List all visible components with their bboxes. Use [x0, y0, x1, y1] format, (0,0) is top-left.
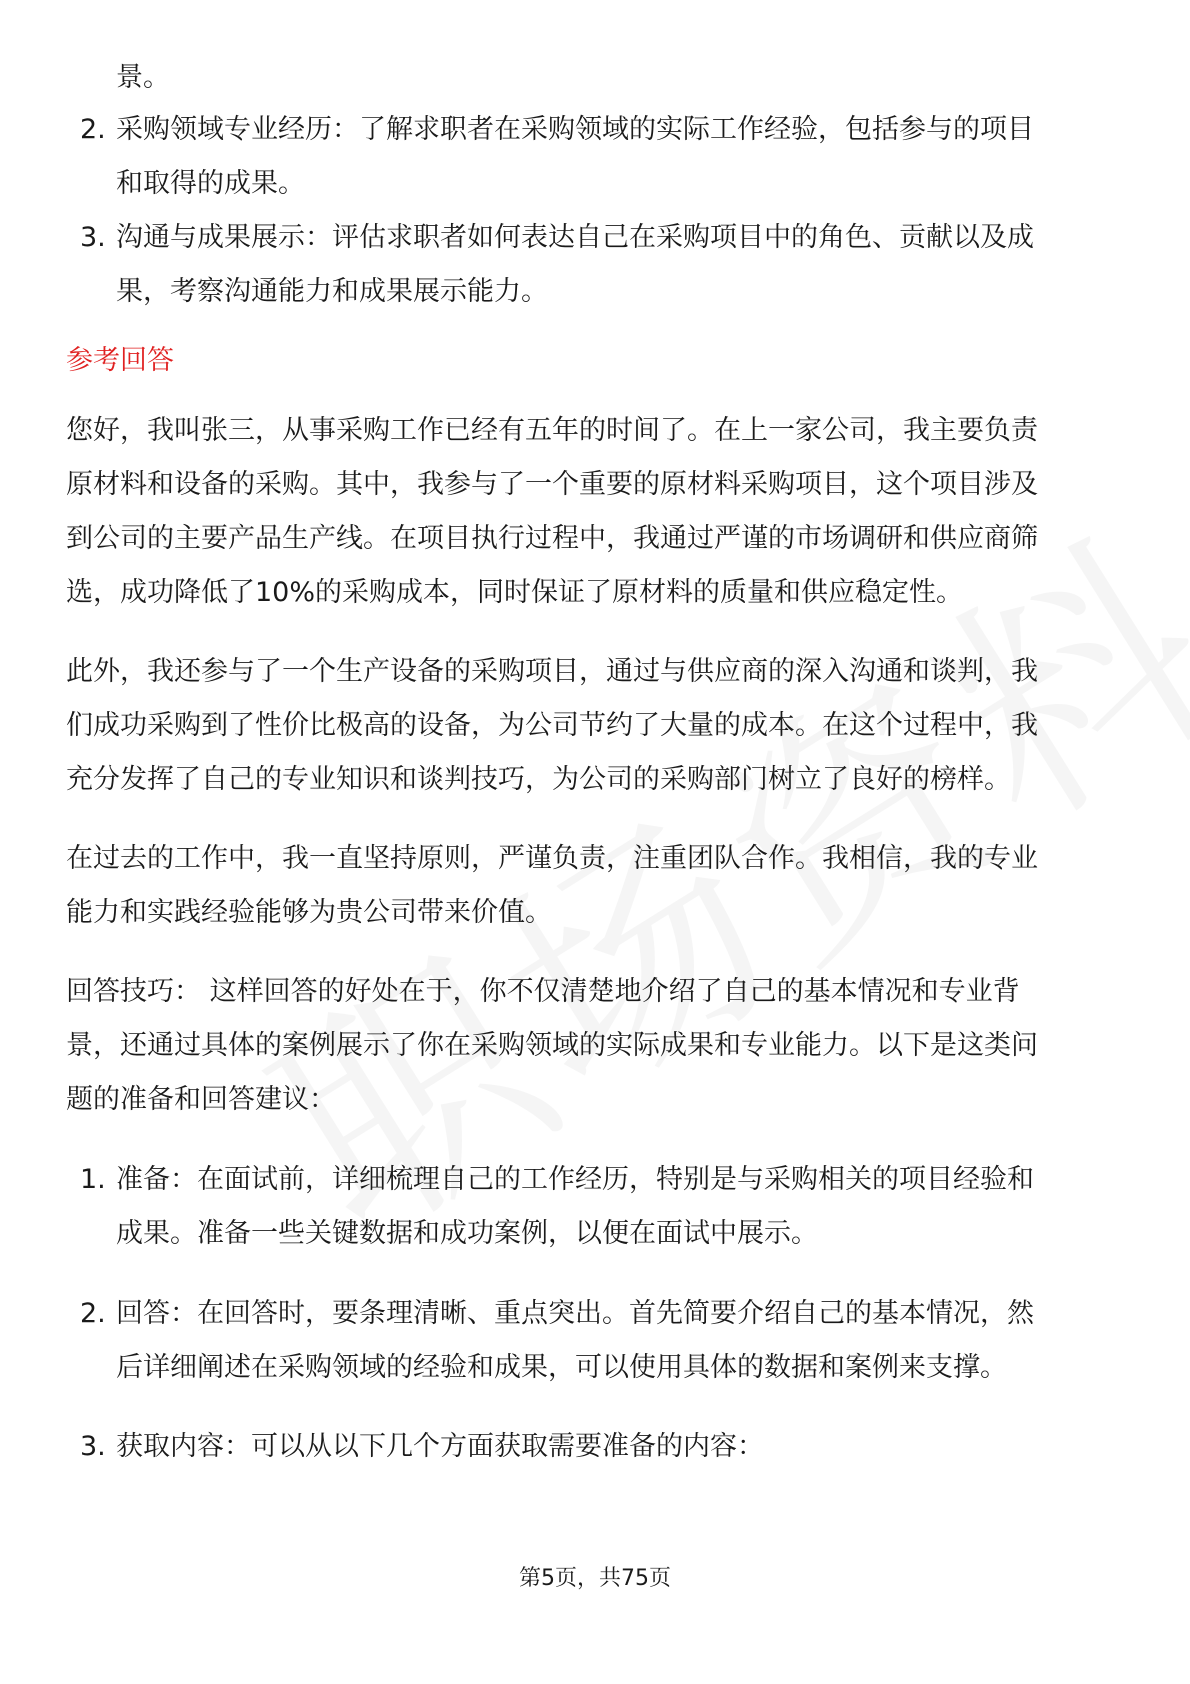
list-item-text: 和取得的成果。 — [116, 168, 305, 199]
list-item-text: 准备：在面试前，详细梳理自己的工作经历，特别是与采购相关的项目经验和 — [116, 1164, 1034, 1195]
paragraph-line: 们成功采购到了性价比极高的设备，为公司节约了大量的成本。在这个过程中，我 — [66, 710, 1038, 741]
list-item-text: 果，考察沟通能力和成果展示能力。 — [116, 276, 548, 307]
list-number: 3. — [80, 222, 106, 253]
list-item-text: 成果。准备一些关键数据和成功案例，以便在面试中展示。 — [116, 1218, 818, 1249]
page-number-footer: 第5页，共75页 — [519, 1566, 671, 1591]
list-item-text: 获取内容：可以从以下几个方面获取需要准备的内容： — [116, 1431, 764, 1462]
list-item-text: 沟通与成果展示：评估求职者如何表达自己在采购项目中的角色、贡献以及成 — [116, 222, 1034, 253]
watermark — [240, 504, 1190, 1276]
section-heading: 参考回答 — [66, 345, 174, 376]
paragraph-line: 此外，我还参与了一个生产设备的采购项目，通过与供应商的深入沟通和谈判，我 — [66, 656, 1038, 687]
list-number: 2. — [80, 1298, 106, 1329]
list-item-text: 后详细阐述在采购领域的经验和成果，可以使用具体的数据和案例来支撑。 — [116, 1352, 1007, 1383]
paragraph-line: 选，成功降低了10%的采购成本，同时保证了原材料的质量和供应稳定性。 — [66, 577, 964, 608]
paragraph-line: 题的准备和回答建议： — [66, 1084, 336, 1115]
paragraph-line: 在过去的工作中，我一直坚持原则，严谨负责，注重团队合作。我相信，我的专业 — [66, 843, 1038, 874]
paragraph-line: 到公司的主要产品生产线。在项目执行过程中，我通过严谨的市场调研和供应商筛 — [66, 523, 1038, 554]
list-number: 1. — [80, 1164, 106, 1195]
list-item-continuation: 景。 — [116, 62, 170, 93]
paragraph-line: 充分发挥了自己的专业知识和谈判技巧，为公司的采购部门树立了良好的榜样。 — [66, 764, 1011, 795]
list-number: 2. — [80, 114, 106, 145]
paragraph-line: 景，还通过具体的案例展示了你在采购领域的实际成果和专业能力。以下是这类问 — [66, 1030, 1038, 1061]
list-item-text: 采购领域专业经历：了解求职者在采购领域的实际工作经验，包括参与的项目 — [116, 114, 1034, 145]
paragraph-line: 能力和实践经验能够为贵公司带来价值。 — [66, 897, 552, 928]
paragraph-line: 您好，我叫张三，从事采购工作已经有五年的时间了。在上一家公司，我主要负责 — [66, 415, 1038, 446]
list-item-text: 回答：在回答时，要条理清晰、重点突出。首先简要介绍自己的基本情况，然 — [116, 1298, 1034, 1329]
list-number: 3. — [80, 1431, 106, 1462]
paragraph-line: 回答技巧： 这样回答的好处在于，你不仅清楚地介绍了自己的基本情况和专业背 — [66, 976, 1020, 1007]
paragraph-line: 原材料和设备的采购。其中，我参与了一个重要的原材料采购项目，这个项目涉及 — [66, 469, 1038, 500]
